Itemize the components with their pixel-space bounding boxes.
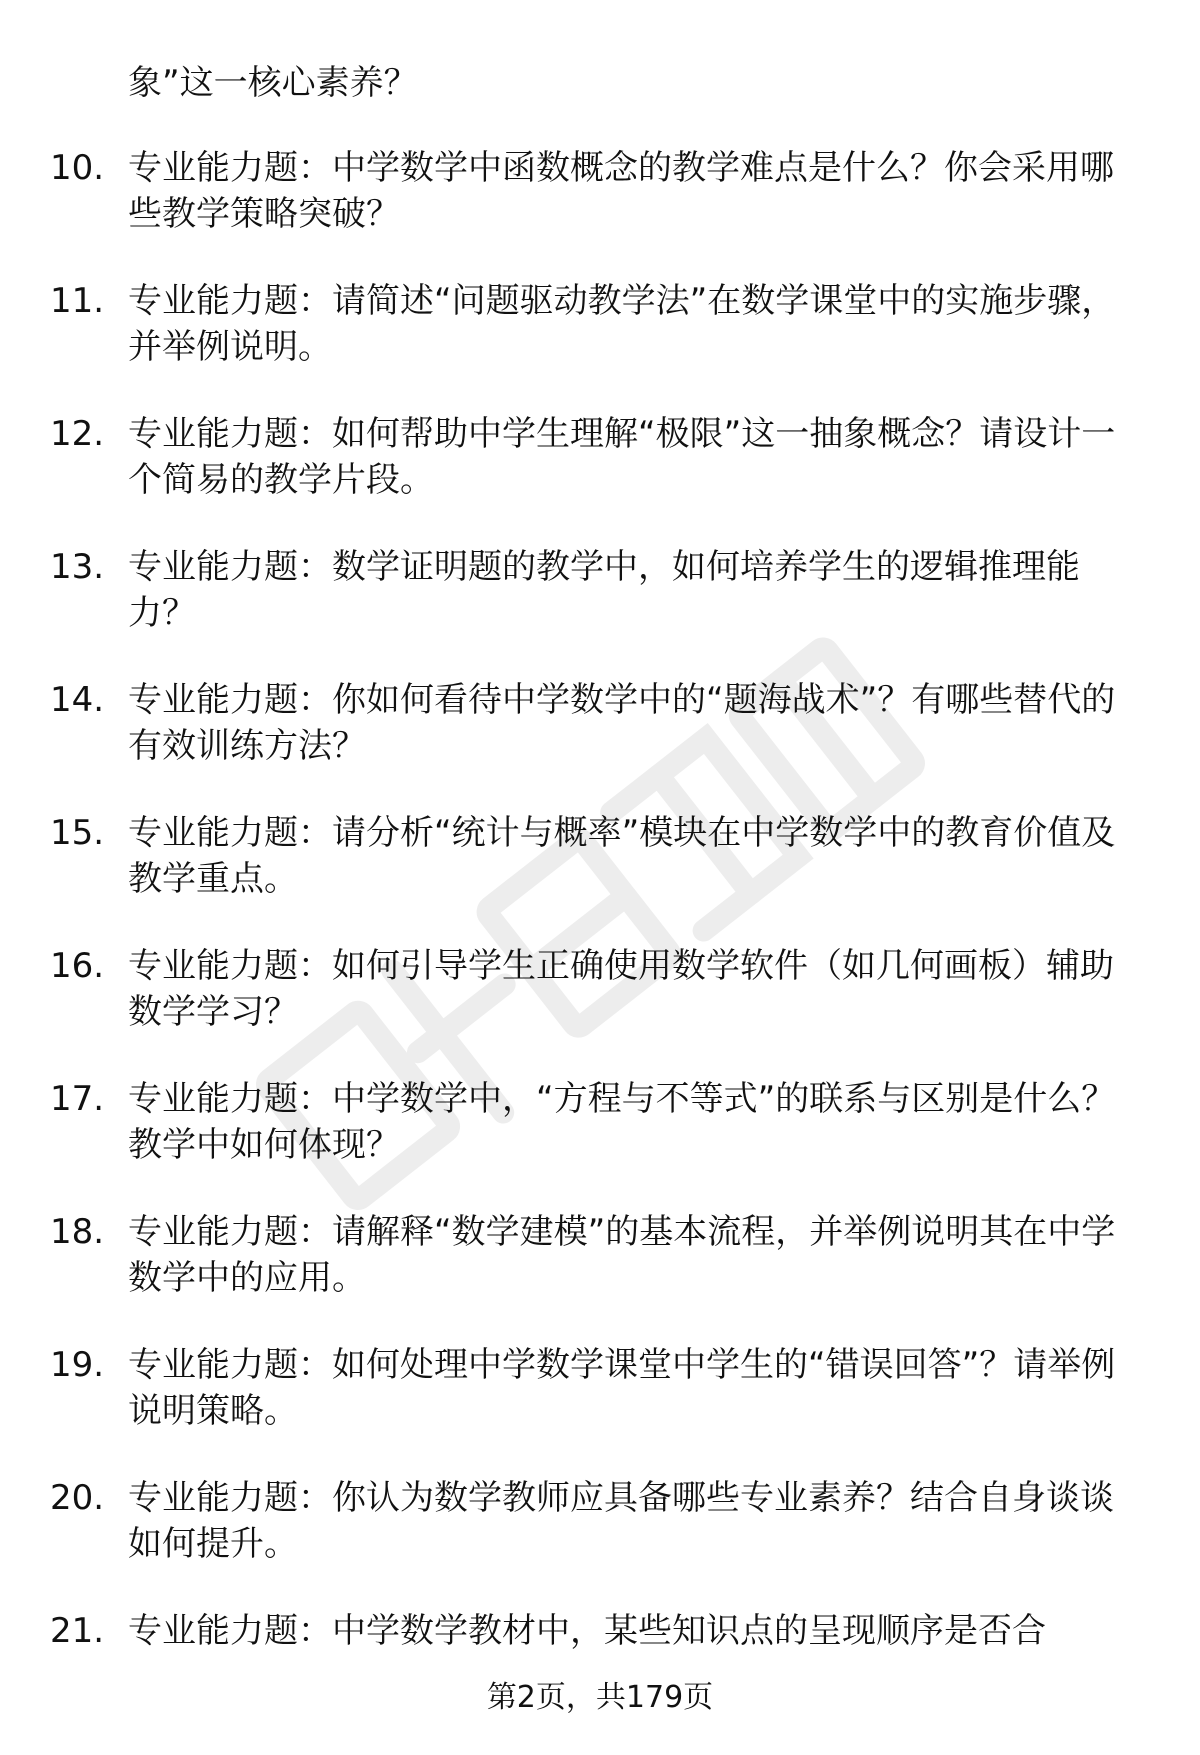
page-footer: 第2页，共179页 [486, 1680, 714, 1715]
question-item [0, 278, 1200, 411]
question-item [0, 1342, 1200, 1475]
question-number: 14. [50, 680, 105, 720]
question-number: 10. [50, 148, 105, 188]
question-number: 13. [50, 547, 105, 587]
question-item [0, 677, 1200, 810]
question-text: 专业能力题：请解释“数学建模”的基本流程，并举例说明其在中学数学中的应用。 [128, 1212, 1116, 1298]
question-item [0, 544, 1200, 677]
question-list [0, 145, 1200, 1741]
question-text: 专业能力题：如何处理中学数学课堂中学生的“错误回答”？请举例说明策略。 [128, 1345, 1116, 1431]
question-number: 21. [50, 1611, 105, 1651]
question-item [0, 810, 1200, 943]
question-text: 专业能力题：请分析“统计与概率”模块在中学数学中的教育价值及教学重点。 [128, 813, 1116, 899]
question-item [0, 1475, 1200, 1608]
question-item [0, 1209, 1200, 1342]
question-number: 19. [50, 1345, 105, 1385]
question-number: 20. [50, 1478, 105, 1518]
question-text: 专业能力题：如何帮助中学生理解“极限”这一抽象概念？请设计一个简易的教学片段。 [128, 414, 1116, 500]
continuation-text: 象”这一核心素养？ [128, 63, 418, 103]
question-item [0, 1076, 1200, 1209]
question-text: 专业能力题：中学数学教材中，某些知识点的呈现顺序是否合 [128, 1611, 1046, 1651]
question-item [0, 411, 1200, 544]
question-text: 专业能力题：请简述“问题驱动教学法”在数学课堂中的实施步骤，并举例说明。 [128, 281, 1116, 367]
question-text: 专业能力题：你如何看待中学数学中的“题海战术”？有哪些替代的有效训练方法？ [128, 680, 1116, 766]
question-text: 专业能力题：数学证明题的教学中，如何培养学生的逻辑推理能力？ [128, 547, 1080, 633]
question-number: 15. [50, 813, 105, 853]
question-number: 12. [50, 414, 105, 454]
question-number: 16. [50, 946, 105, 986]
question-number: 17. [50, 1079, 105, 1119]
question-text: 专业能力题：中学数学中，“方程与不等式”的联系与区别是什么？教学中如何体现？ [128, 1079, 1116, 1165]
question-number: 18. [50, 1212, 105, 1252]
question-item [0, 145, 1200, 278]
question-item [0, 1608, 1200, 1741]
question-text: 专业能力题：中学数学中函数概念的教学难点是什么？你会采用哪些教学策略突破？ [128, 148, 1114, 234]
question-text: 专业能力题：如何引导学生正确使用数学软件（如几何画板）辅助数学学习？ [128, 946, 1114, 1032]
question-item [0, 943, 1200, 1076]
question-number: 11. [50, 281, 105, 321]
question-text: 专业能力题：你认为数学教师应具备哪些专业素养？结合自身谈谈如何提升。 [128, 1478, 1114, 1564]
